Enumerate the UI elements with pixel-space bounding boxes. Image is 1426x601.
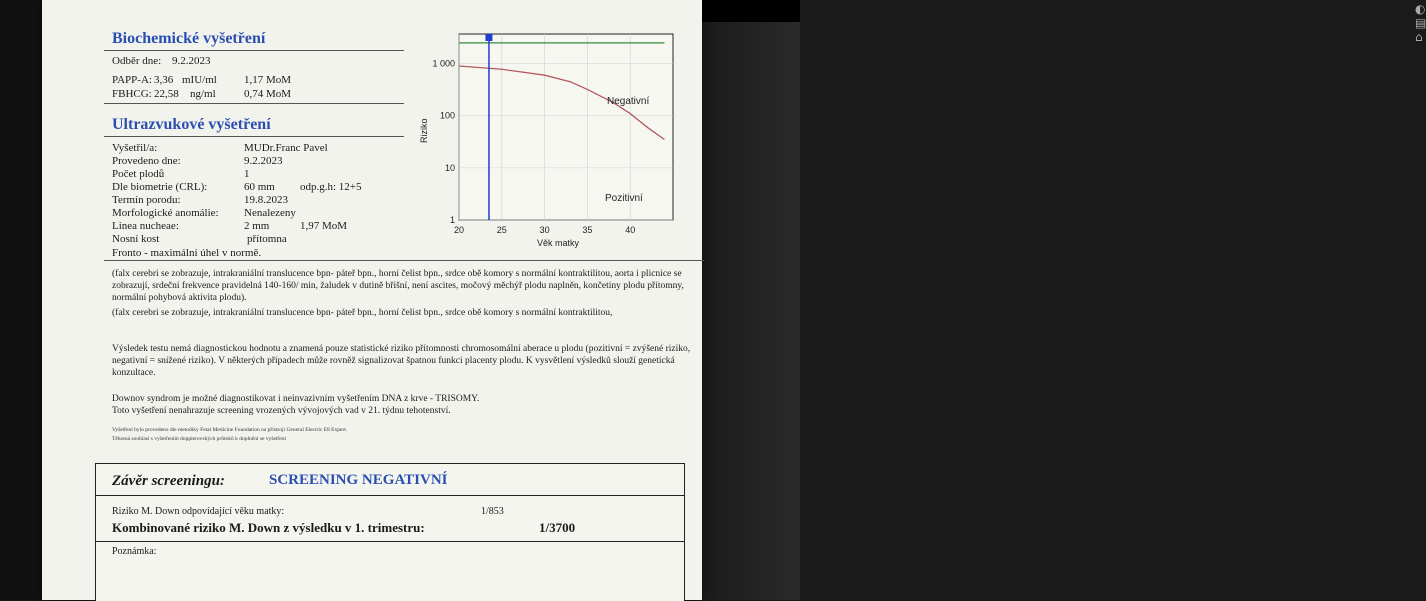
bio-title: Biochemické vyšetření — [112, 30, 266, 47]
ultra-row-value: 60 mm — [244, 181, 275, 193]
papp-value: 3,36 — [154, 74, 174, 86]
fronto-text: Fronto - maximální úhel v normě. — [112, 247, 262, 259]
fine-print-1: Vyšetření bylo provedeno dle metodiky Fetal Medicine Foundation na přístroji General Electric E8 Expert. — [112, 427, 348, 433]
screen-edge — [702, 0, 800, 600]
ultra-row-value: 9.2.2023 — [244, 155, 283, 167]
fbhcg-value: 22,58 — [154, 88, 179, 100]
y-tick-label: 100 — [439, 110, 455, 121]
y-tick-label: 1 — [449, 215, 455, 225]
bio-bottom-line — [104, 103, 404, 104]
positive-label: Pozitivní — [605, 193, 643, 204]
ultra-row-label: Vyšetřil/a: — [112, 142, 158, 154]
combined-risk-value: 1/3700 — [539, 520, 576, 535]
ultra-row-label: Počet plodů — [112, 168, 165, 180]
findings-text-2: (falx cerebri se zobrazuje, intrakraniální translucence bpn- páteř bpn., horní čelist bpn., srdce obě komory s normální kontraktilitou, — [112, 308, 613, 318]
negative-label: Negativní — [607, 96, 650, 107]
system-topbar — [690, 0, 1426, 44]
papp-unit: mIU/ml — [182, 74, 217, 86]
conclusion-box — [95, 463, 685, 601]
ultra-row-label: Morfologické anomálie: — [112, 207, 219, 219]
x-axis-label: Věk matky — [537, 238, 580, 248]
y-axis-label: Riziko — [419, 118, 429, 143]
ultra-row-label: Termín porodu: — [112, 194, 181, 206]
x-tick-label: 35 — [582, 225, 593, 235]
bio-date-label: Odběr dne: — [112, 55, 162, 67]
bio-date: 9.2.2023 — [172, 55, 211, 67]
ultra-bottom-line — [104, 260, 704, 261]
x-tick-label: 30 — [539, 225, 550, 235]
x-tick-label: 25 — [496, 225, 507, 235]
ultra-row-value: 1 — [244, 168, 250, 180]
age-marker — [485, 34, 492, 41]
conclusion-separator — [96, 495, 684, 496]
disclaimer-text: Výsledek testu nemá diagnostickou hodnotu a znamená pouze statistické riziko přítomnosti chromosomální aberace u plodu (pozitivní = zvýšené riziko, negativní = snížené riziko). V některých případech může rovněž signalizovat špatnou funkci placenty plodu. K vysvětlení výsledků slouží genetická konzultace. — [112, 344, 691, 378]
fbhcg-label: FBHCG: — [112, 88, 152, 100]
ultra-row-value: 2 mm — [244, 220, 270, 232]
y-tick-label: 1 000 — [432, 58, 455, 69]
fbhcg-mom: 0,74 MoM — [244, 88, 292, 100]
screening-result: SCREENING NEGATIVNÍ — [269, 472, 448, 488]
downov-text: Downov syndrom je možné diagnostikovat i neinvazivním vyšetřením DNA z krve - TRISOMY. — [112, 394, 480, 404]
ultra-row-value: přítomna — [247, 233, 287, 245]
ultra-row-value: Nenalezeny — [244, 207, 296, 219]
x-tick-label: 40 — [625, 225, 636, 235]
system-tray-icon: ◐ ▤ ⌂ — [1415, 2, 1426, 44]
age-risk-label: Riziko M. Down odpovídající věku matky: — [112, 506, 285, 517]
ultra-title-underline — [104, 136, 404, 137]
ultra-row-value: MUDr.Franc Pavel — [244, 142, 328, 154]
papp-label: PAPP-A: — [112, 74, 152, 86]
ultra-row-extra: 1,97 MoM — [300, 220, 348, 232]
fine-print-2: Těhotná souhlasí s vyšetřením dopplerovských průtoků k doplnění se vyšetření — [112, 436, 286, 442]
combined-risk-label: Kombinované riziko M. Down z výsledku v 1. trimestru: — [112, 520, 425, 535]
bio-title-underline — [104, 50, 404, 51]
y-tick-label: 10 — [444, 162, 455, 173]
ultra-title: Ultrazvukové vyšetření — [112, 116, 271, 133]
conclusion-label: Závěr screeningu: — [112, 473, 225, 489]
ultra-row-label: Dle biometrie (CRL): — [112, 181, 208, 193]
age-risk-value: 1/853 — [481, 506, 504, 517]
x-tick-label: 20 — [453, 225, 465, 235]
risk-chart — [417, 28, 682, 258]
ultra-row-label: Nosní kost — [112, 233, 160, 245]
fbhcg-unit: ng/ml — [190, 88, 216, 100]
toto-text: Toto vyšetření nenahrazuje screening vrozených vývojových vad v 21. týdnu tehotenství. — [112, 406, 451, 416]
ultra-row-label: Linea nucheae: — [112, 220, 179, 232]
note-label: Poznámka: — [112, 546, 157, 557]
note-separator — [96, 541, 684, 542]
ultra-row-extra: odp.g.h: 12+5 — [300, 181, 362, 193]
ultra-row-label: Provedeno dne: — [112, 155, 181, 167]
findings-text: (falx cerebri se zobrazuje, intrakraniální translucence bpn- páteř bpn., horní čelist bpn., srdce obě komory s normální kontraktilitou, aorta i plicnice se zobrazují, srdeční frekvence pravidelná 140-160/ min, žaludek v dutině břišní, není ascites, močový měchýř plodu naplněn, končetiny plodu přítomny, normální pohybová aktivita plodu). — [112, 269, 684, 303]
ultra-row-value: 19.8.2023 — [244, 194, 288, 206]
papp-mom: 1,17 MoM — [244, 74, 292, 86]
